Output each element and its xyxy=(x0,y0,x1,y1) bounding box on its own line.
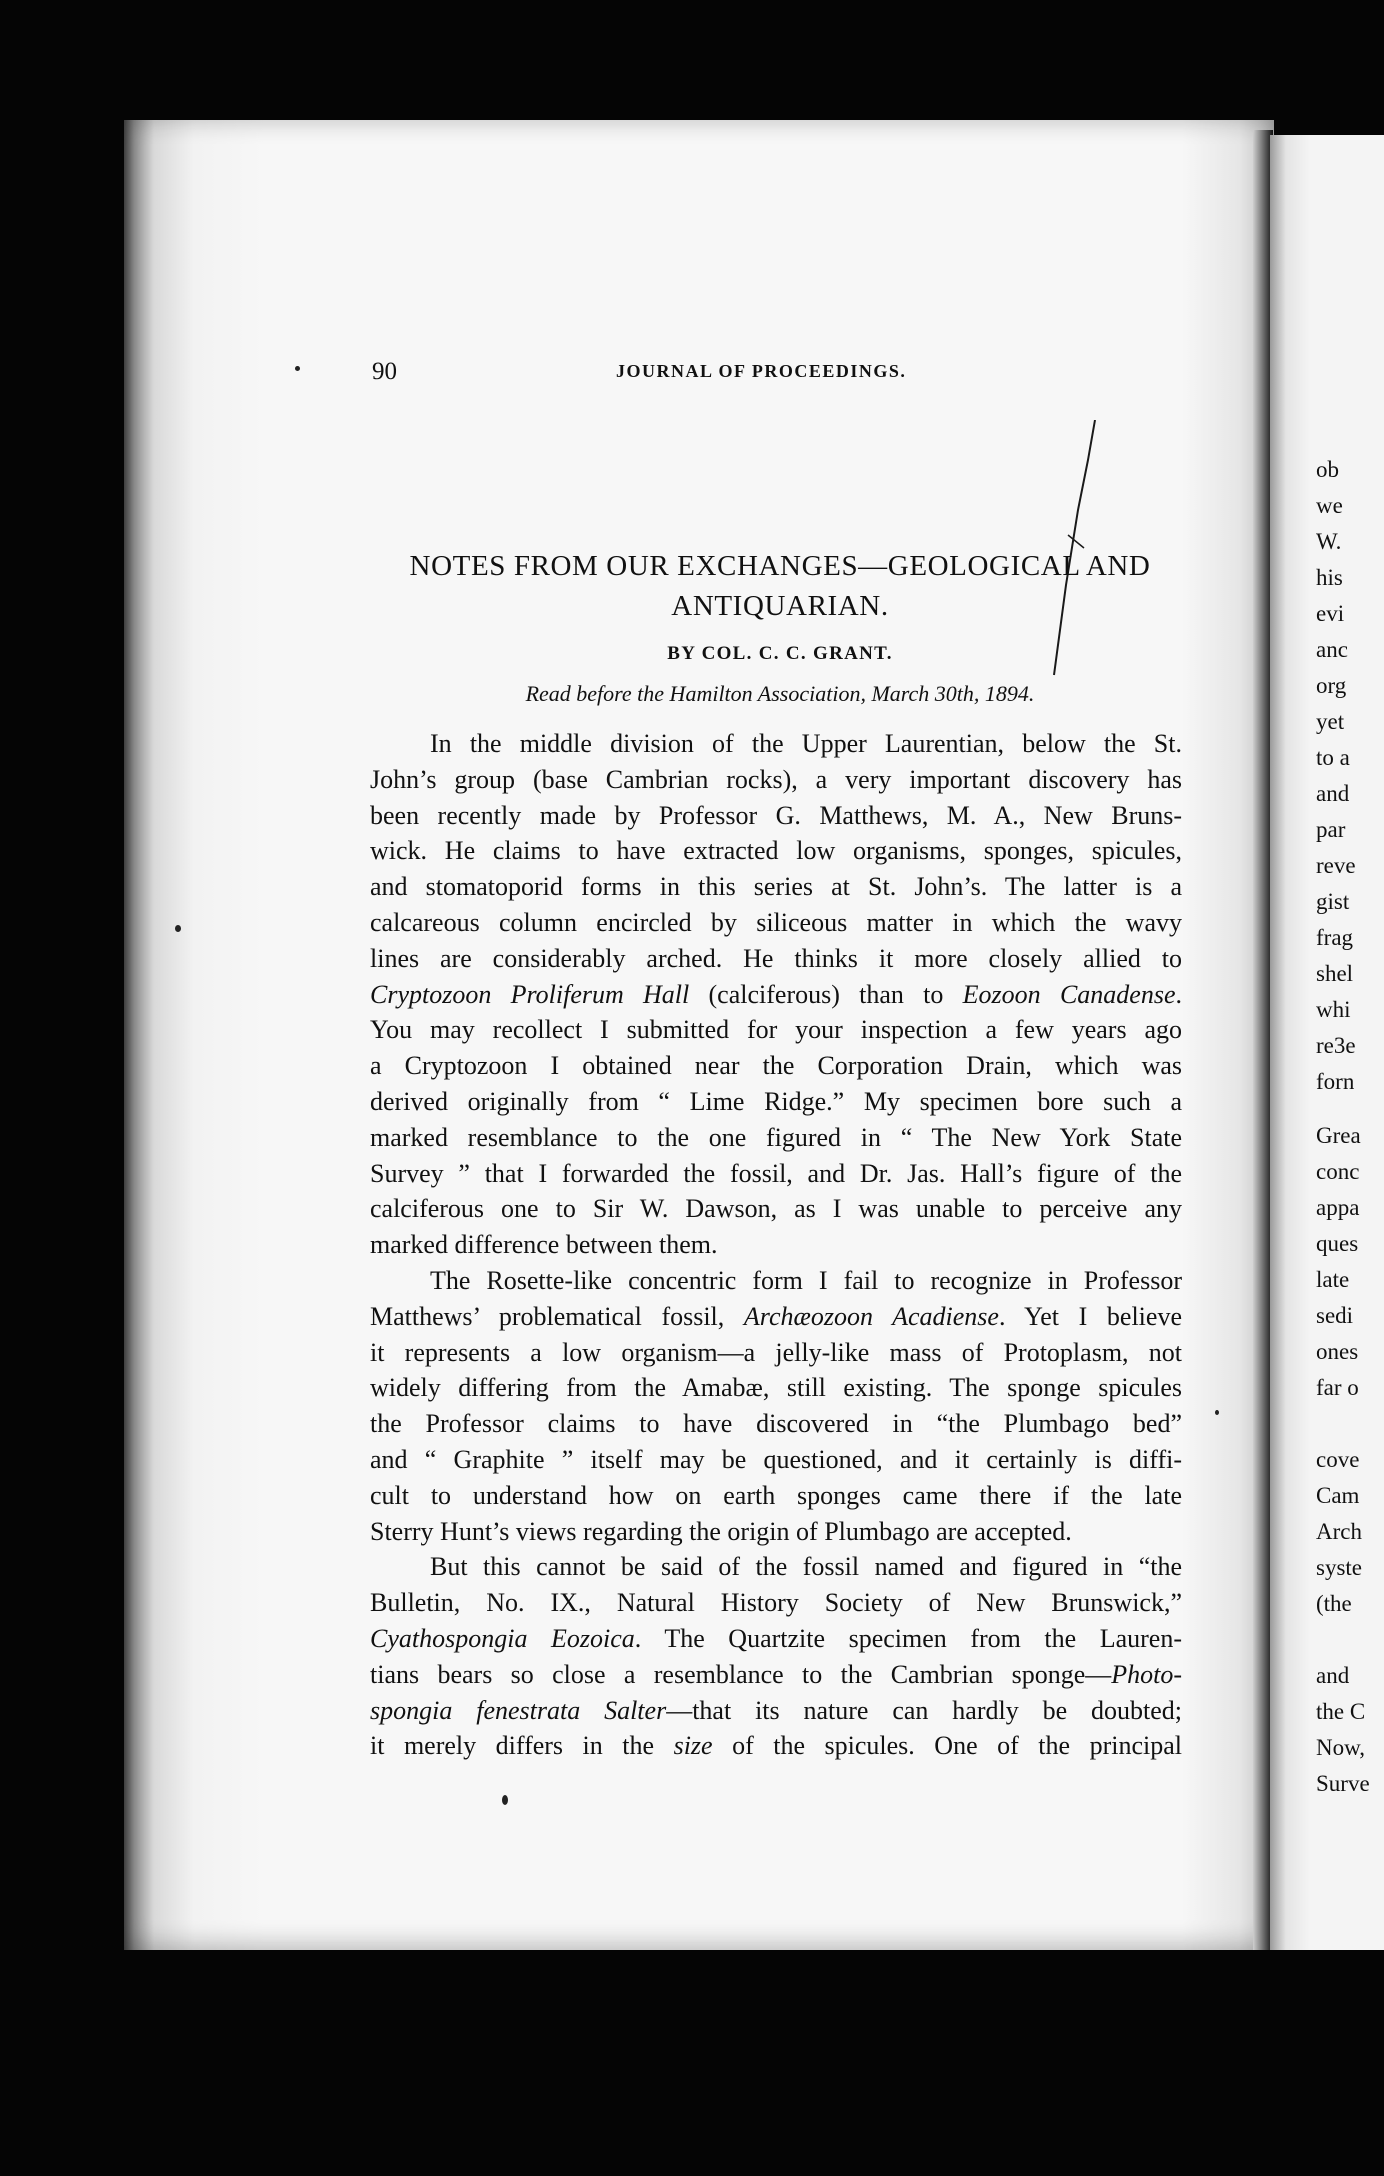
facing-page-line: syste xyxy=(1316,1555,1362,1580)
italic-term: Eozoon Canadense xyxy=(962,979,1176,1009)
body-line: it represents a low organism—a jelly-like mass of Protoplasm, not xyxy=(370,1337,1182,1367)
body-line xyxy=(370,1621,1182,1657)
body-line: lines are considerably arched. He thinks it more closely allied to xyxy=(370,943,1182,973)
italic-term: Cryptozoon Proliferum Hall xyxy=(370,979,690,1009)
italic-term: Archæozoon Acadiense xyxy=(743,1301,999,1331)
facing-page-line: Now, xyxy=(1316,1735,1365,1760)
facing-page-line: yet xyxy=(1316,709,1345,734)
scan-speck xyxy=(295,366,300,371)
body-line: cult to understand how on earth sponges came there if the late xyxy=(370,1480,1182,1510)
facing-page-line: sedi xyxy=(1316,1303,1354,1328)
scan-speck xyxy=(175,925,181,932)
facing-page-line: (the xyxy=(1316,1591,1352,1616)
body-line: and stomatoporid forms in this series at St. John’s. The latter is a xyxy=(370,872,1182,902)
body-segment: tians bears so close a resemblance to the Cambrian sponge— xyxy=(370,1659,1112,1689)
body-line: calciferous one to Sir W. Dawson, as I was unable to perceive any xyxy=(370,1194,1182,1224)
facing-page-line: re3e xyxy=(1316,1033,1356,1058)
facing-page-line: forn xyxy=(1316,1069,1355,1094)
body-line xyxy=(370,1693,1182,1729)
body-line: In the middle division of the Upper Laurentian, below the St. xyxy=(430,729,1182,758)
facing-page-line: cove xyxy=(1316,1447,1360,1472)
italic-term: Photo- xyxy=(1111,1659,1182,1689)
facing-page-line: reve xyxy=(1316,853,1356,878)
body-line: Survey ” that I forwarded the fossil, and Dr. Jas. Hall’s figure of the xyxy=(370,1158,1182,1188)
italic-term: size xyxy=(673,1731,713,1761)
body-segment: . Yet I believe xyxy=(998,1301,1182,1331)
page-number: 90 xyxy=(372,358,397,385)
facing-page-line: frag xyxy=(1316,925,1354,950)
facing-page-line: shel xyxy=(1316,961,1354,986)
facing-page-line: the C xyxy=(1316,1699,1366,1724)
facing-page-line: we xyxy=(1316,493,1343,518)
facing-page-line: Arch xyxy=(1316,1519,1362,1544)
scan-speck xyxy=(502,1795,508,1805)
body-line: derived originally from “ Lime Ridge.” My specimen bore such a xyxy=(370,1086,1182,1116)
facing-page-line: gist xyxy=(1316,889,1350,914)
body-segment: (calciferous) than to xyxy=(689,979,963,1009)
body-segment: Matthews’ problematical fossil, xyxy=(370,1301,744,1331)
body-segment: . The Quartzite specimen from the Lauren- xyxy=(634,1623,1182,1653)
body-line xyxy=(370,1657,1182,1693)
article-body xyxy=(370,726,1182,1764)
body-line: But this cannot be said of the fossil named and figured in “the xyxy=(430,1552,1182,1582)
facing-page-line: Surve xyxy=(1316,1771,1370,1796)
facing-page-line: and xyxy=(1316,1663,1350,1688)
facing-page-line: ob xyxy=(1316,457,1339,482)
body-line: Bulletin, No. IX., Natural History Society of New Brunswick,” xyxy=(370,1588,1182,1618)
facing-page-line: org xyxy=(1316,673,1347,698)
article-byline: BY COL. C. C. GRANT. xyxy=(667,643,893,664)
body-line xyxy=(370,1299,1182,1335)
body-line: and “ Graphite ” itself may be questioned, and it certainly is diffi- xyxy=(370,1444,1182,1474)
italic-term: Cyathospongia Eozoica xyxy=(370,1623,635,1653)
facing-page-line: ques xyxy=(1316,1231,1359,1256)
facing-page-line: Grea xyxy=(1316,1123,1361,1148)
body-line: The Rosette-like concentric form I fail to recognize in Professor xyxy=(430,1265,1182,1295)
facing-page-line: anc xyxy=(1316,637,1348,662)
body-line xyxy=(370,977,1182,1013)
scan-speck xyxy=(1215,1410,1219,1415)
facing-page-line: his xyxy=(1316,565,1343,590)
article-title xyxy=(370,546,1190,626)
facing-page-line: conc xyxy=(1316,1159,1360,1184)
body-line: a Cryptozoon I obtained near the Corporation Drain, which was xyxy=(370,1051,1182,1081)
body-segment: —that its nature can hardly be doubted; xyxy=(666,1695,1183,1725)
body-segment: of the spicules. One of the principal xyxy=(712,1731,1182,1761)
facing-page-line: par xyxy=(1316,817,1346,842)
body-line: Sterry Hunt’s views regarding the origin of Plumbago are accepted. xyxy=(370,1516,1072,1546)
facing-page-line: to a xyxy=(1316,745,1350,770)
body-line: marked difference between them. xyxy=(370,1230,718,1260)
running-head: JOURNAL OF PROCEEDINGS. xyxy=(616,361,907,381)
article-title-line-1: NOTES FROM OUR EXCHANGES—GEOLOGICAL AND xyxy=(409,550,1151,582)
body-line: the Professor claims to have discovered in “the Plumbago bed” xyxy=(370,1409,1182,1439)
italic-term: spongia fenestrata Salter xyxy=(370,1695,667,1725)
body-line: You may recollect I submitted for your inspection a few years ago xyxy=(370,1015,1182,1045)
body-line: marked resemblance to the one figured in “ The New York State xyxy=(370,1122,1182,1152)
facing-page xyxy=(1270,135,1384,1950)
facing-page-line: W. xyxy=(1316,529,1342,554)
facing-page-line: ones xyxy=(1316,1339,1359,1364)
body-line: calcareous column encircled by siliceous matter in which the wavy xyxy=(370,907,1182,937)
facing-page-line: late xyxy=(1316,1267,1350,1292)
facing-page-line: whi xyxy=(1316,997,1351,1022)
facing-page-line: appa xyxy=(1316,1195,1360,1220)
body-line xyxy=(370,1728,1182,1764)
page-header xyxy=(370,358,1190,388)
body-line: wick. He claims to have extracted low organisms, sponges, spicules, xyxy=(370,836,1182,866)
body-line: been recently made by Professor G. Matthews, M. A., New Bruns- xyxy=(370,800,1182,830)
body-line: widely differing from the Amabæ, still existing. The sponge spicules xyxy=(370,1373,1182,1403)
body-segment: it merely differs in the xyxy=(370,1731,674,1761)
read-before-note: Read before the Hamilton Association, March 30th, 1894. xyxy=(525,681,1035,706)
facing-page-line: far o xyxy=(1316,1375,1359,1400)
body-segment: . xyxy=(1175,979,1182,1009)
facing-page-line: Cam xyxy=(1316,1483,1360,1508)
article-title-line-2: ANTIQUARIAN. xyxy=(671,590,889,622)
facing-page-line: and xyxy=(1316,781,1350,806)
facing-page-line: evi xyxy=(1316,601,1345,626)
body-line: John’s group (base Cambrian rocks), a very important discovery has xyxy=(370,764,1182,794)
